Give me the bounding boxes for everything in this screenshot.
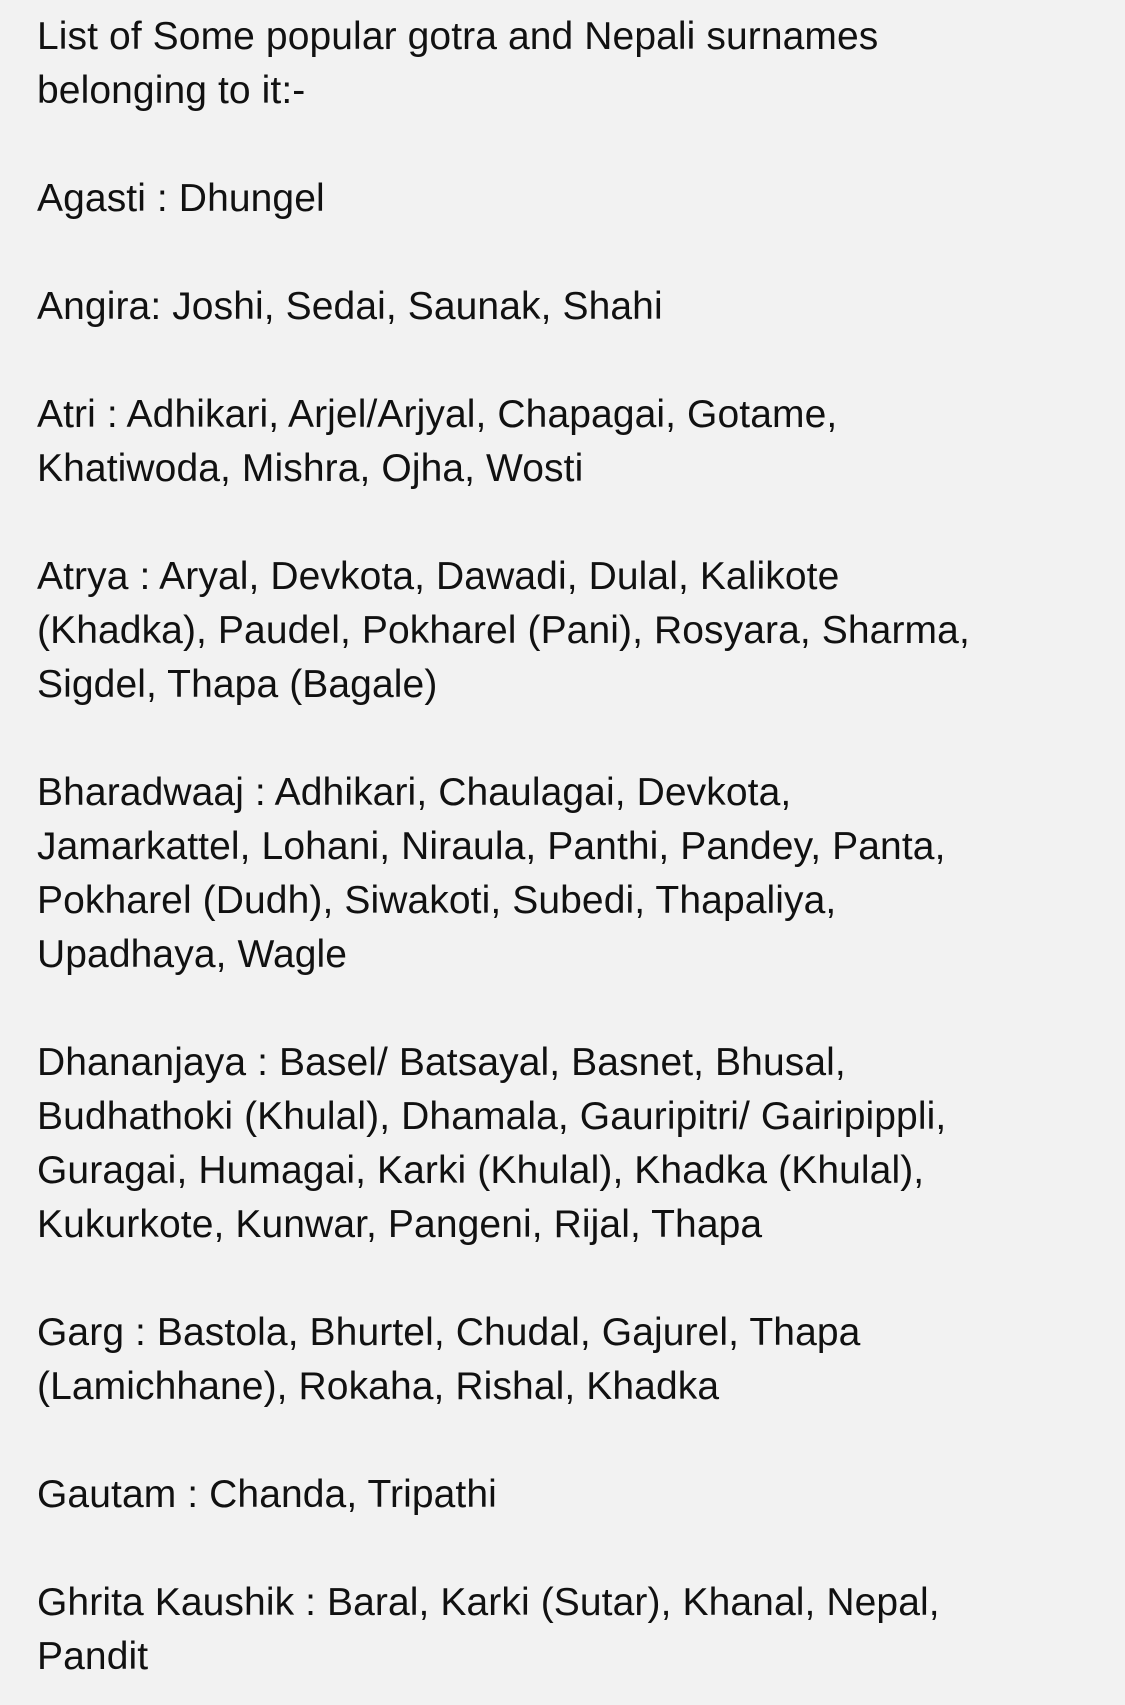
gotra-entry-atri: Atri : Adhikari, Arjel/Arjyal, Chapagai, Gotame, Khatiwoda, Mishra, Ojha, Wosti [37, 393, 838, 490]
gotra-entry-dhananjaya: Dhananjaya : Basel/ Batsayal, Basnet, Bhusal, Budhathoki (Khulal), Dhamala, Gauripitri/ Gairipippli, Guragai, Humagai, Karki (Khulal), Khadka (Khulal), Kukurkote, Kunwar, Pangeni, Rijal, Thapa [37, 1041, 947, 1246]
note-body [37, 10, 1077, 1684]
gotra-entry-garg: Garg : Bastola, Bhurtel, Chudal, Gajurel, Thapa (Lamichhane), Rokaha, Rishal, Khadka [37, 1311, 861, 1408]
gotra-entry-angira: Angira: Joshi, Sedai, Saunak, Shahi [37, 285, 663, 328]
gotra-entry-atrya: Atrya : Aryal, Devkota, Dawadi, Dulal, Kalikote (Khadka), Paudel, Pokharel (Pani), Rosyara, Sharma, Sigdel, Thapa (Bagale) [37, 555, 970, 706]
gotra-entry-ghrita-kaushik: Ghrita Kaushik : Baral, Karki (Sutar), Khanal, Nepal, Pandit [37, 1581, 940, 1678]
gotra-entry-bharadwaaj: Bharadwaaj : Adhikari, Chaulagai, Devkota, Jamarkattel, Lohani, Niraula, Panthi, Pandey, Panta, Pokharel (Dudh), Siwakoti, Subedi, Thapaliya, Upadhaya, Wagle [37, 771, 946, 976]
gotra-entry-gautam: Gautam : Chanda, Tripathi [37, 1473, 497, 1516]
intro-text: List of Some popular gotra and Nepali surnames belonging to it:- [37, 15, 879, 112]
gotra-entry-agasti: Agasti : Dhungel [37, 177, 325, 220]
